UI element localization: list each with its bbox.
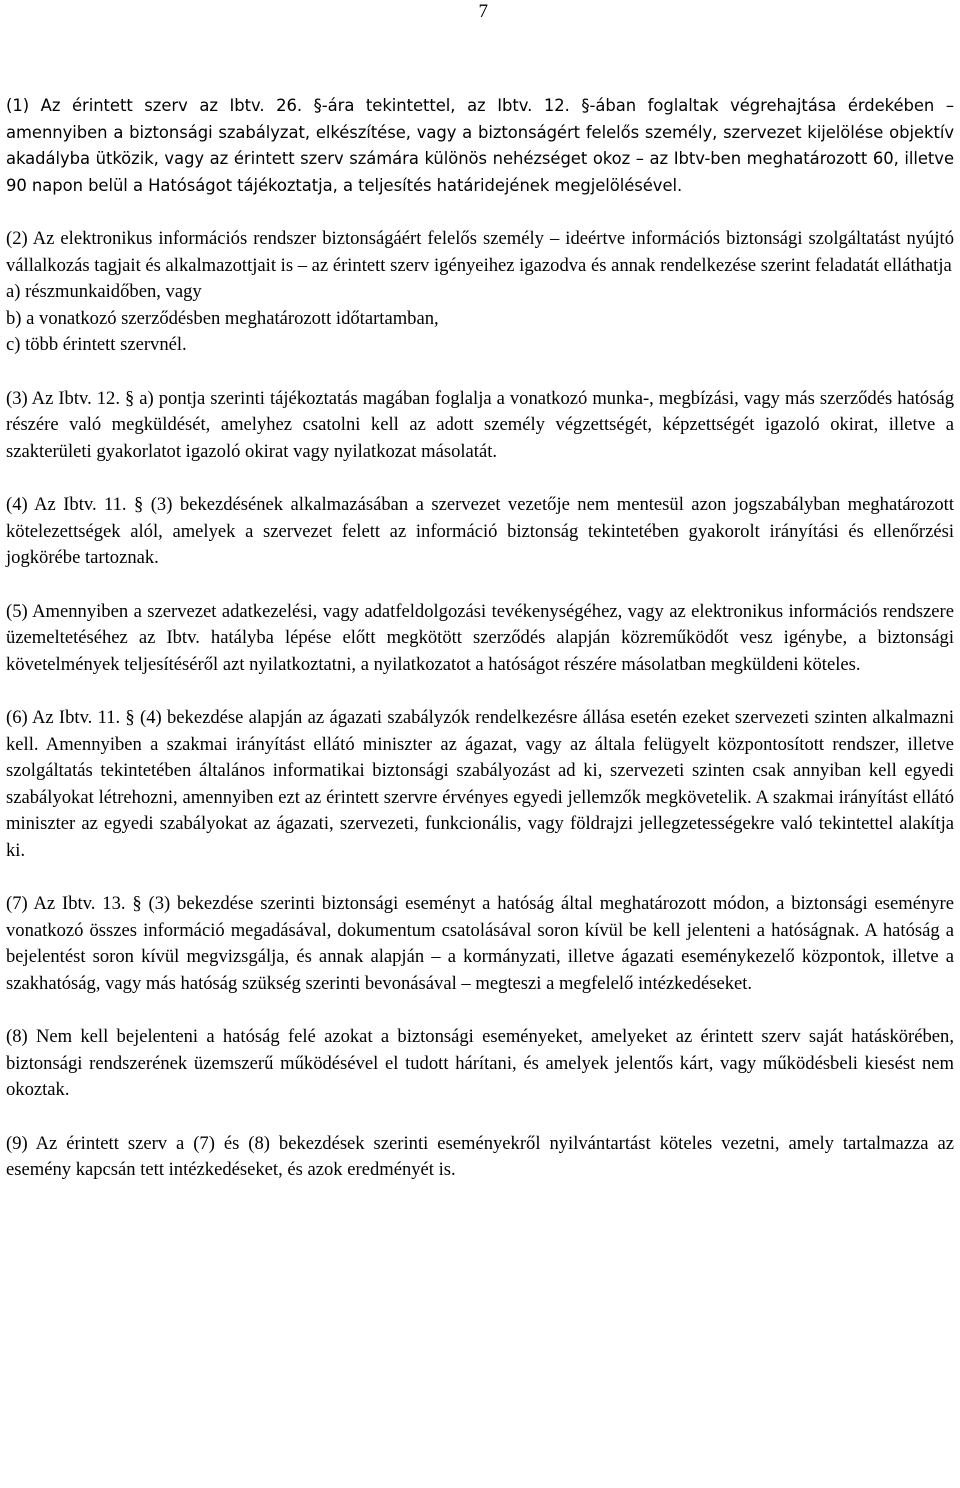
paragraph-5: (5) Amennyiben a szervezet adatkezelési, vagy adatfeldolgozási tevékenységéhez, vagy az elektronikus információs rendszere üzemeltetéséhez az Ibtv. hatályba lépése előtt megkötött szerződés alapján közreműködőt vesz igénybe, a biztonsági követelmények teljesítéséről azt nyilatkoztatni, a nyilatkozatot a hatóságot részére másolatban megküldeni köteles. [6, 600, 954, 675]
paragraph-2-intro: (2) Az elektronikus információs rendszer biztonságáért felelős személy – ideértve információs biztonsági szolgáltatást nyújtó vállalkozás tagjait és alkalmazottjait is – az érintett szerv igényeihez igazodva és annak rendelkezése szerint feladatát elláthatja [6, 228, 954, 276]
paragraph-2-item-b: b) a vonatkozó szerződésben meghatározott időtartamban, [6, 307, 439, 329]
paragraph-7: (7) Az Ibtv. 13. § (3) bekezdése szerinti biztonsági eseményt a hatóság által meghatározott módon, a biztonsági eseményre vonatkozó összes információ megadásával, dokumentum csatolásával soron kívül be kell jelenteni a hatóságnak. A hatóság a bejelentést soron kívül megvizsgálja, és annak alapján – a kormányzati, illetve ágazati eseménykezelő központok, illetve a szakhatóság, vagy más hatóság szükség szerinti bevonásával – megteszi a megfelelő intézkedéseket. [6, 893, 954, 994]
paragraph-1: (1) Az érintett szerv az Ibtv. 26. §-ára tekintettel, az Ibtv. 12. §-ában foglaltak végrehajtása érdekében – amennyiben a biztonsági szabályzat, elkészítése, vagy a biztonságért felelős személy, szervezet kijelölése objektív akadályba ütközik, vagy az érintett szerv számára különös nehézséget okoz – az Ibtv-ben meghatározott 60, illetve 90 napon belül a Hatóságot tájékoztatja, a teljesítés határidejének megjelölésével. [6, 96, 954, 195]
paragraph-4: (4) Az Ibtv. 11. § (3) bekezdésének alkalmazásában a szervezet vezetője nem mentesül azon jogszabályban meghatározott kötelezettségek alól, amelyek a szervezet felett az információ biztonság tekintetében gyakorolt irányítási és ellenőrzési jogkörébe tartoznak. [6, 494, 954, 568]
paragraph-6: (6) Az Ibtv. 11. § (4) bekezdése alapján az ágazati szabályzók rendelkezésre állása esetén ezeket szervezeti szinten alkalmazni kell. Amennyiben a szakmai irányítást ellátó miniszter az ágazat, vagy az általa felügyelt központosított rendszer, illetve szolgáltatás tekintetében általános informatikai biztonsági szabályozást ad ki, szervezeti szinten csak annyiban kell egyedi szabályokat létrehozni, amennyiben ezt az érintett szervre érvényes egyedi jellemzők megkövetelik. A szakmai irányítást ellátó miniszter az egyedi szabályokat az ágazati, szervezeti, funkcionális, vagy földrajzi jellegzetességekre való tekintettel alakítja ki. [6, 707, 954, 861]
paragraph-2-item-c: c) több érintett szervnél. [6, 334, 187, 355]
paragraph-9: (9) Az érintett szerv a (7) és (8) bekezdések szerinti eseményekről nyilvántartást köteles vezetni, amely tartalmazza az esemény kapcsán tett intézkedéseket, és azok eredményét is. [6, 1132, 954, 1180]
page-number: 7 [478, 1, 488, 22]
paragraph-2 [6, 226, 954, 359]
document-body [6, 93, 954, 1211]
paragraph-3: (3) Az Ibtv. 12. § a) pontja szerinti tájékoztatás magában foglalja a vonatkozó munka-, megbízási, vagy más szerződés hatóság részére való megküldését, amelyhez csatolni kell az adott személy végzettségét, képzettségét igazoló okirat, illetve a szakterületi gyakorlatot igazoló okirat vagy nyilatkozat másolatát. [6, 387, 954, 462]
paragraph-8: (8) Nem kell bejelenteni a hatóság felé azokat a biztonsági eseményeket, amelyeket az érintett szerv saját hatáskörében, biztonsági rendszerének üzemszerű működésével el tudott hárítani, és amelyek jelentős kárt, vagy működésbeli kiesést nem okoztak. [6, 1026, 954, 1100]
paragraph-2-item-a: a) részmunkaidőben, vagy [6, 281, 202, 302]
